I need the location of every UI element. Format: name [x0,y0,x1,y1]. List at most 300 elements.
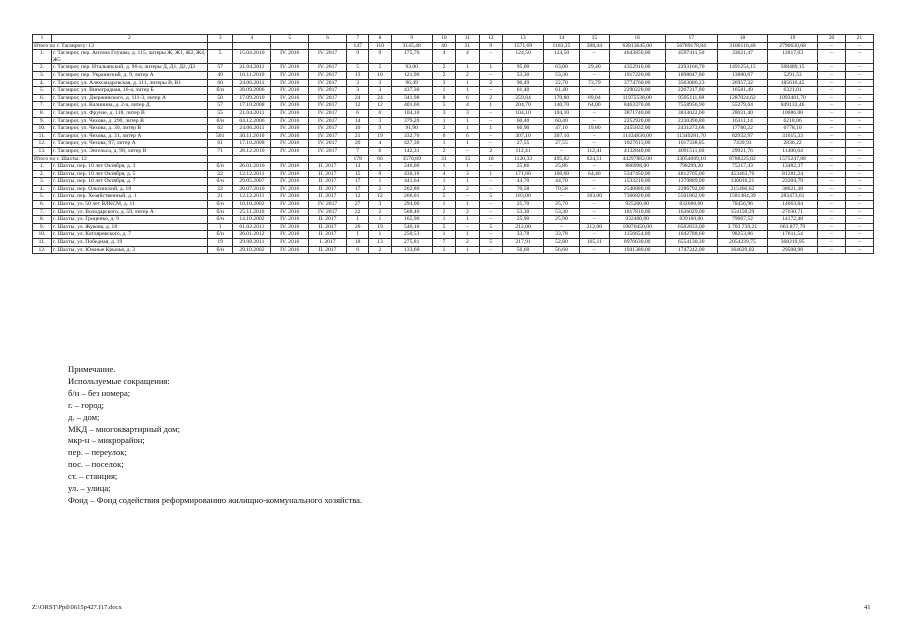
table-cell: 26.01.2010 [233,163,271,171]
group-total-cell: 388,44 [579,42,609,50]
table-row [33,170,874,178]
table-cell: б/н [207,163,233,171]
table-cell: 5 [432,102,455,110]
table-row [33,185,874,193]
table-cell: 93,00 [391,64,432,72]
table-cell: 18 [347,239,369,247]
table-cell: – [479,185,502,193]
table-cell: – [479,178,502,186]
table-cell: 5 [432,223,455,231]
table-cell: – [845,216,873,224]
table-cell: 3774760,00 [609,79,665,87]
table-cell: 3. [33,178,52,186]
table-cell: 6. [33,94,52,102]
table-cell: IV. 2017 [309,147,347,155]
table-cell: II. 2017 [309,216,347,224]
table-cell: IV. 2016 [271,140,309,148]
column-number-header: 14 [544,35,580,43]
table-cell: – [818,178,846,186]
table-cell: 11340281,70 [665,132,717,140]
table-cell: 62 [207,125,233,133]
column-number-header: 12 [479,35,502,43]
table-cell: IV. 2017 [309,94,347,102]
address-cell: г. Таганрог, ул. Калинина, д. 2-а, литер Д [51,102,207,110]
table-cell: 4 [456,50,479,64]
table-cell: 4597411,50 [665,50,717,64]
table-cell: IV. 2017 [309,71,347,79]
table-cell: – [845,147,873,155]
column-number-header: 5 [271,35,309,43]
table-cell: 112,41 [502,147,543,155]
table-cell: 04.12.2006 [233,117,271,125]
table-cell: 53,30 [502,71,543,79]
group-total-cell [233,155,271,163]
table-cell: 25,86 [544,163,580,171]
address-cell: г. Шахты, ул. Победная, д. 19 [51,239,207,247]
table-cell: 2252920,00 [609,117,665,125]
table-cell: 121,90 [391,71,432,79]
table-cell: 1747242,00 [665,246,717,254]
table-cell: 28.09.2006 [233,87,271,95]
table-cell: IV. 2016 [271,94,309,102]
note-item: г. – город; [68,399,105,410]
table-cell: 2293166,70 [665,64,717,72]
table-row [33,79,874,87]
table-cell: 49 [207,71,233,79]
group-total-cell: 178 [347,155,369,163]
table-cell: – [479,201,502,209]
table-cell: – [845,208,873,216]
table-cell: 183,00 [502,193,543,201]
table-cell: 10.10.2002 [233,201,271,209]
table-cell: 171,00 [502,170,543,178]
table-cell: 10 [347,125,369,133]
table-cell: 6 [347,246,369,254]
table-cell: 1 [369,216,391,224]
table-cell: – [845,193,873,201]
table-cell: 3 [432,109,455,117]
column-number-header: 18 [717,35,767,43]
group-total-cell: 110 [369,42,391,50]
table-cell: 2 [432,71,455,79]
table-cell: 9595111,68 [665,94,717,102]
table-cell: – [845,50,873,64]
group-total-cell: 16 [479,155,502,163]
table-row [33,50,874,64]
table-cell: 1 [369,231,391,239]
table-cell: 1093401,70 [768,94,818,102]
table-cell: 29.10.2002 [233,246,271,254]
table-cell: 140,70 [544,102,580,110]
table-cell: 453463,76 [717,170,767,178]
table-cell: 437,30 [391,87,432,95]
table-row [33,201,874,209]
address-cell: г. Шахты, пер. 10 лет Октября, д. 7 [51,178,207,186]
address-cell: г. Шахты, ул. Володарского, д. 59, литер А [51,208,207,216]
table-cell: 332,70 [391,132,432,140]
table-cell: II. 2017 [309,193,347,201]
table-cell: 7 [347,147,369,155]
table-cell: 3 [369,201,391,209]
table-cell: 1636029,00 [665,208,717,216]
table-cell: 12 [347,102,369,110]
table-cell: 1581484,39 [717,193,767,201]
table-cell: 52,80 [544,239,580,247]
address-cell: г. Таганрог, ул. Дзержинского, д. 111-3, литер А [51,94,207,102]
group-total-cell: 9 [479,42,502,50]
table-cell: – [479,231,502,239]
table-cell: 53,30 [544,208,580,216]
address-cell: г. Таганрог, пер. Украинский, д. 9, литер А [51,71,207,79]
table-cell: 12 [369,102,391,110]
table-cell: – [845,117,873,125]
table-cell: 25,70 [502,201,543,209]
group-total-cell: 44297882,00 [609,155,665,163]
table-cell: 212,00 [502,223,543,231]
table-cell: 17.10.2008 [233,140,271,148]
table-cell: 4 [456,102,479,110]
table-row [33,117,874,125]
table-cell: 7. [33,208,52,216]
table-cell: – [845,132,873,140]
table-cell: 14172,48 [768,216,818,224]
table-cell: 5 [207,50,233,64]
table-cell: 25,70 [544,201,580,209]
table-cell: II. 2017 [309,185,347,193]
table-cell: 13482,37 [768,163,818,171]
column-number-header: 1 [33,35,52,43]
group-total-cell: – [845,155,873,163]
table-cell: 25,90 [502,216,543,224]
table-cell: 53,30 [544,71,580,79]
table-cell: 5291,53 [768,71,818,79]
table-cell: 1 [479,170,502,178]
table-cell: 10. [33,231,52,239]
group-total-cell: – [818,155,846,163]
table-cell: IV. 2016 [271,163,309,171]
table-row [33,178,874,186]
table-cell: 10 [369,71,391,79]
table-row [33,239,874,247]
table-cell: 20.07.2010 [233,185,271,193]
table-cell: 73,79 [579,79,609,87]
table-cell: 33621,47 [717,50,767,64]
table-cell: IV. 2016 [271,246,309,254]
table-cell: 427,30 [391,140,432,148]
table-cell: 89,04 [579,94,609,102]
table-cell: 1 [369,163,391,171]
table-cell: 3 703 739,21 [717,223,767,231]
table-cell: 78456,96 [717,201,767,209]
group-total-cell: 147 [347,42,369,50]
table-cell: 259,84 [502,94,543,102]
table-cell: 5 [432,193,455,201]
address-cell: г. Таганрог, ул. Александровская, д. 111, литеры В, В1 [51,79,207,87]
column-number-header: 20 [818,35,846,43]
table-cell: 16.11.2010 [233,71,271,79]
table-cell: 185616,45 [768,79,818,87]
table-cell: 4091511,60 [665,147,717,155]
table-cell: 124,50 [502,50,543,64]
table-cell: 16581,49 [717,87,767,95]
table-cell: 15.04.2010 [233,50,271,64]
table-cell: 294,00 [391,201,432,209]
table-cell: 29921,76 [717,147,767,155]
table-cell: 2 [479,79,502,87]
table-cell: 1 [432,163,455,171]
table-cell: 17611,54 [768,231,818,239]
table-cell: 25,86 [502,163,543,171]
table-cell: 21.04.2011 [233,109,271,117]
table-cell: 44,70 [502,178,543,186]
table-cell: 22,70 [544,79,580,87]
table-cell: б/н [207,117,233,125]
table-cell: – [818,193,846,201]
table-cell: 1 [347,231,369,239]
table-cell: – [818,163,846,171]
table-cell: 12. [33,246,52,254]
table-cell: – [818,140,846,148]
table-row [33,71,874,79]
table-cell: – [845,94,873,102]
table-cell: 28031,40 [717,109,767,117]
table-cell: 2 [479,94,502,102]
address-cell: г. Шахты, пер. Ольгинский, д. 18 [51,185,207,193]
table-cell: 2431273,68 [665,125,717,133]
table-cell: – [818,147,846,155]
table-cell: 9. [33,223,52,231]
table-cell: 130016,21 [717,178,767,186]
column-number-header: 11 [456,35,479,43]
table-cell: – [818,201,846,209]
table-cell: 546,10 [391,223,432,231]
table-cell: – [818,102,846,110]
table-cell: 96,49 [391,79,432,87]
table-cell: 401,60 [391,102,432,110]
table-cell: – [579,185,609,193]
table-cell: 13. [33,147,52,155]
table-cell: IV. 2016 [271,239,309,247]
table-cell: 5347450,00 [609,170,665,178]
table-cell: 12817,03 [768,50,818,64]
table-cell: – [818,246,846,254]
table-cell: 1 [456,140,479,148]
table-cell: 165,90 [391,216,432,224]
table-cell: 2 [432,125,455,133]
table-cell: – [818,125,846,133]
table-cell: 4352910,00 [609,64,665,72]
table-cell: – [845,246,873,254]
table-cell: 8976630,00 [609,239,665,247]
table-cell: 2 [369,185,391,193]
table-cell: – [579,178,609,186]
table-cell: 7366820,00 [609,193,665,201]
table-cell: 368219,95 [768,239,818,247]
table-cell: I. 2017 [309,239,347,247]
table-cell: 17.09.2010 [233,94,271,102]
table-cell: 2 [456,239,479,247]
note-item: ст. – станция; [68,471,118,482]
table-cell: 25,90 [544,216,580,224]
table-cell: 27 [347,201,369,209]
table-cell: б/н [207,246,233,254]
table-cell: 341,98 [391,94,432,102]
table-cell: IV. 2016 [271,87,309,95]
address-cell: г. Таганрог, пер. Антона Глушко, д. 115, литеры Ж, Ж1, Ж2, Ж4, Ж5 [52,50,206,63]
table-cell: 1 [479,64,502,72]
table-cell: 3 [369,79,391,87]
table-cell: 1 [456,246,479,254]
table-cell: б/н [207,208,233,216]
table-cell: 2 [456,185,479,193]
table-cell: 24 [369,94,391,102]
column-number-header-row [33,35,874,43]
table-cell: 849133,46 [768,102,818,110]
table-cell: 29508,98 [768,246,818,254]
table-cell: 4812705,00 [665,170,717,178]
group-total-cell: 3106116,48 [717,42,767,50]
table-cell: 24 [347,94,369,102]
table-row [33,216,874,224]
group-total-cell: 31 [456,42,479,50]
table-cell: 19,80 [579,125,609,133]
table-cell: 7439,93 [717,140,767,148]
column-number-header: 13 [502,35,543,43]
table-cell: 16311,14 [717,117,767,125]
table-cell: 4. [33,185,52,193]
group-total-cell [309,42,347,50]
table-cell: 1 [369,178,391,186]
table-cell: 21.04.2011 [233,64,271,72]
table-cell: 30.11.2010 [233,132,271,140]
table-cell: – [845,140,873,148]
table-cell: 1 [456,178,479,186]
table-cell: 27630,71 [768,208,818,216]
table-cell: IV. 2016 [271,231,309,239]
table-cell: – [818,185,846,193]
table-cell: 1 [456,87,479,95]
table-cell: 13 [369,239,391,247]
table-cell: – [479,87,502,95]
address-cell: г. Шахты, ул. Котляревского, д. 7 [51,231,207,239]
group-total-cell: 31 [432,155,455,163]
table-cell: 3871740,00 [609,109,665,117]
table-cell: 2455832,00 [609,125,665,133]
group-total-cell [207,155,233,163]
table-cell: 250,53 [391,231,432,239]
table-cell: 56,60 [544,246,580,254]
table-cell: 91,90 [391,125,432,133]
table-cell: 1817810,00 [609,208,665,216]
table-cell: 3 [369,87,391,95]
table-cell: 104,10 [391,109,432,117]
table-cell: – [845,87,873,95]
address-cell: г. Шахты, ул. 50 лет ВЛКСМ, д. 11 [51,201,207,209]
table-cell: 61,40 [502,87,543,95]
table-cell: 1. [33,163,52,171]
table-cell: 3563086,23 [665,79,717,87]
column-number-header: 16 [609,35,665,43]
table-cell: – [456,147,479,155]
table-cell: 1. [33,50,52,64]
table-cell: 33,78 [502,231,543,239]
table-cell: – [818,94,846,102]
table-cell: 262,80 [391,185,432,193]
group-total-cell: 495,82 [544,155,580,163]
table-cell: 64,00 [579,102,609,110]
table-cell: IV. 2017 [309,109,347,117]
table-cell: 1 [432,231,455,239]
column-number-header: 9 [391,35,432,43]
table-cell: 3833022,60 [665,109,717,117]
group-total-cell: 56789178,84 [665,42,717,50]
table-cell: 1533210,00 [609,178,665,186]
table-cell: 1287024,62 [717,94,767,102]
group-total-row [33,155,874,163]
table-cell: 1156654,00 [609,231,665,239]
table-cell: 22 [347,208,369,216]
table-cell: IV. 2016 [271,178,309,186]
table-cell: – [845,71,873,79]
table-cell: 106,60 [544,170,580,178]
column-number-header: 2 [51,35,207,43]
group-total-cell [207,42,233,50]
address-cell: г. Шахты, пер. 10 лет Октября, д. 3 [51,163,207,171]
table-cell: 82932,97 [717,132,767,140]
table-cell: 2 [432,185,455,193]
table-cell: – [845,64,873,72]
table-cell: – [479,140,502,148]
table-cell: 98253,86 [717,231,767,239]
address-cell: г. Таганрог, пер. Итальянский, д. 96-а, литеры Д, Д1, Д2, Д3 [51,64,207,72]
group-total-cell [271,42,309,50]
table-cell: – [845,178,873,186]
table-cell: 1941380,00 [609,246,665,254]
table-cell: – [544,193,580,201]
table-cell: 3 [369,117,391,125]
table-cell: 61,40 [544,87,580,95]
table-cell: 4. [33,79,52,87]
table-cell: 886998,00 [609,163,665,171]
table-cell: – [845,201,873,209]
table-cell: 8463370,00 [609,102,665,110]
table-cell: 31615,33 [768,132,818,140]
table-cell: 6 [347,109,369,117]
table-cell: б/н [207,178,233,186]
table-cell: 60 [207,79,233,87]
table-cell: 275,81 [391,239,432,247]
table-row [33,94,874,102]
table-cell: 8. [33,109,52,117]
table-cell: 501 [207,132,233,140]
table-cell: 307,10 [502,132,543,140]
table-cell: 64,40 [579,170,609,178]
table-cell: IV. 2016 [271,147,309,155]
table-cell: 832680,00 [665,201,717,209]
table-cell: – [845,223,873,231]
table-cell: 61 [207,140,233,148]
group-total-cell: 1120,33 [502,155,543,163]
table-cell: 1042788,60 [665,231,717,239]
table-cell: IV. 2016 [271,79,309,87]
table-cell: 95,00 [502,64,543,72]
table-cell: 10870450,00 [609,223,665,231]
table-cell: 2267317,80 [665,87,717,95]
table-cell: – [479,132,502,140]
table-cell: 246,00 [391,163,432,171]
table-cell: IV. 2016 [271,102,309,110]
table-cell: 430,10 [391,170,432,178]
